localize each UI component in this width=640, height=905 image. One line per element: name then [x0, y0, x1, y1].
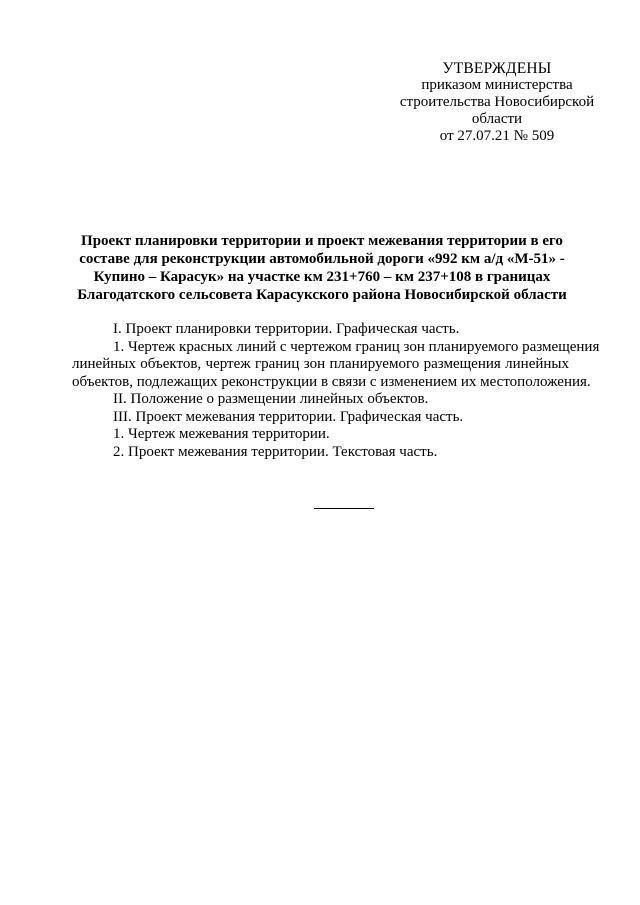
contents-item-3-2: 2. Проект межевания территории. Текстовая часть. [113, 443, 438, 460]
contents-item-1-1-line-1: 1. Чертеж красных линий с чертежом границ зон планируемого размещения [113, 338, 600, 355]
approval-region-line: области [471, 111, 523, 127]
title-line-2: составе для реконструкции автомобильной дороги «992 км а/д «М-51» - [79, 251, 565, 267]
approval-stamp [392, 60, 602, 145]
contents-item-3: III. Проект межевания территории. Графическая часть. [113, 408, 464, 425]
title-line-3: Купино – Карасук» на участке км 231+760 – км 237+108 в границах [93, 269, 551, 285]
approval-order-line: приказом министерства [421, 77, 573, 93]
approval-ministry-line: строительства Новосибирской [399, 94, 595, 110]
document-title [72, 232, 572, 304]
approval-date-number: от 27.07.21 № 509 [439, 128, 555, 144]
end-divider-line [314, 508, 374, 509]
contents-item-1-1-line-2: линейных объектов, чертеж границ зон планируемого размещения линейных [72, 356, 569, 372]
contents-item-3-1: 1. Чертеж межевания территории. [113, 426, 330, 442]
title-line-1: Проект планировки территории и проект межевания территории в его [81, 233, 563, 249]
title-line-4: Благодатского сельсовета Карасукского района Новосибирской области [77, 287, 567, 303]
contents-item-1-1-line-3: объектов, подлежащих реконструкции в связи с изменением их местоположения. [72, 373, 591, 390]
contents-item-1: I. Проект планировки территории. Графическая часть. [113, 321, 460, 337]
contents-list [72, 321, 600, 461]
contents-item-1-1 [72, 338, 600, 392]
contents-item-2: II. Положение о размещении линейных объектов. [113, 391, 429, 407]
approval-heading: УТВЕРЖДЕНЫ [442, 60, 552, 77]
